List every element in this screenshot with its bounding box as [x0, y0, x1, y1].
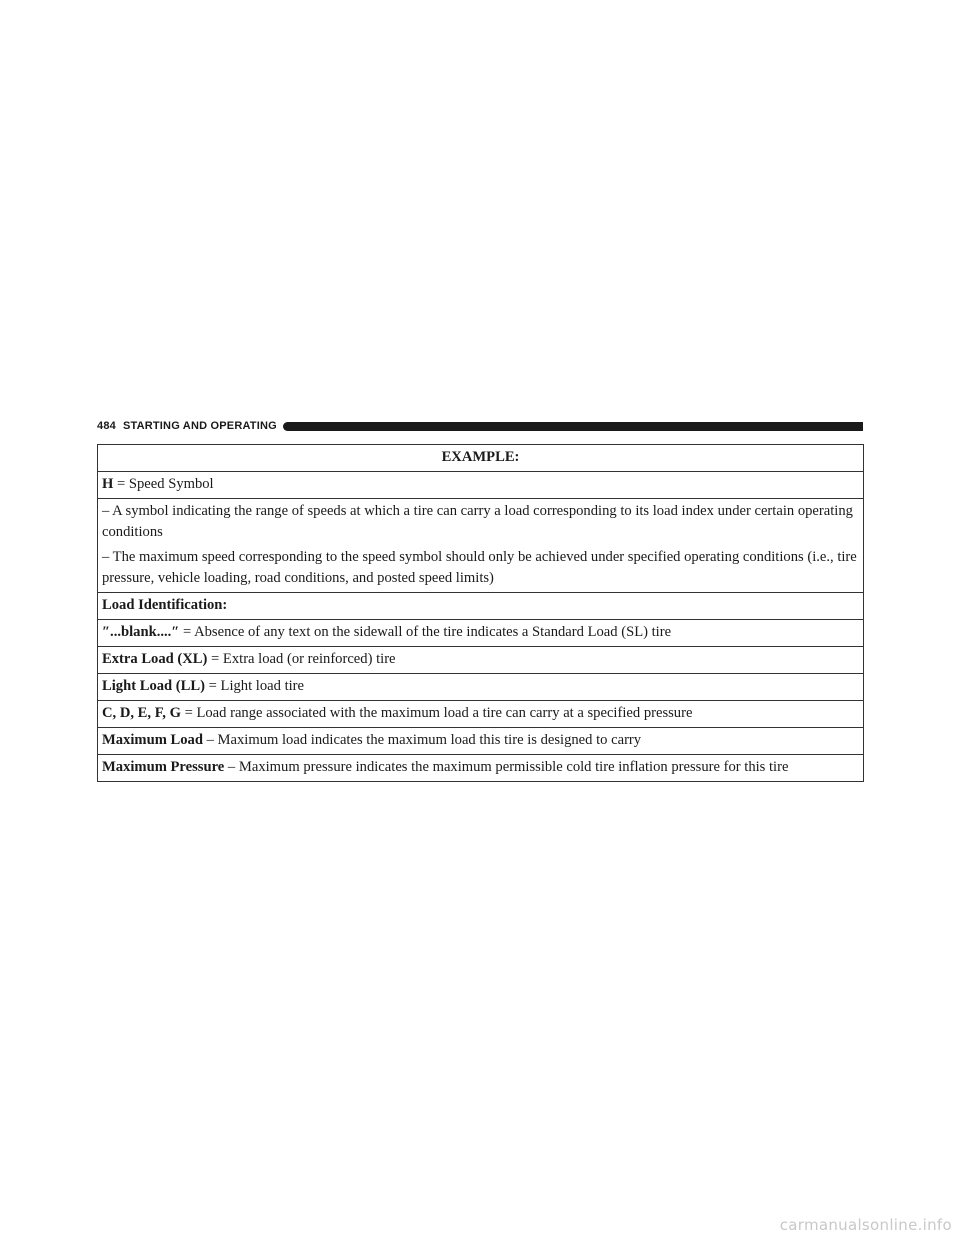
tire-spec-table — [97, 444, 864, 782]
load-definition: = Extra load (or reinforced) tire — [207, 651, 396, 667]
load-term: Extra Load (XL) — [102, 651, 208, 667]
table-row-load-identification — [98, 593, 864, 620]
speed-note: – The maximum speed corresponding to the speed symbol should only be achieved under specified operating conditions (i.e., tire pressure, vehicle loading, road conditions, and posted speed limits) — [102, 549, 857, 586]
maximum-load-definition: – Maximum load indicates the maximum load this tire is designed to carry — [202, 732, 642, 748]
load-term: ″...blank....″ — [102, 624, 180, 640]
table-row-speed-notes — [98, 499, 864, 593]
maximum-load-term: Maximum Load — [102, 732, 203, 748]
speed-note: – A symbol indicating the range of speeds at which a tire can carry a load corresponding to its load index under certain operating conditions — [102, 503, 853, 540]
table-row-speed-symbol — [98, 472, 864, 499]
header-rule — [283, 422, 863, 431]
page-number: 484 — [97, 420, 116, 432]
load-term: Light Load (LL) — [102, 678, 205, 694]
load-identification-heading: Load Identification: — [102, 597, 228, 613]
table-row — [98, 445, 864, 472]
maximum-pressure-term: Maximum Pressure — [102, 759, 225, 775]
table-title: EXAMPLE: — [98, 445, 864, 472]
page-header — [97, 419, 863, 433]
maximum-pressure-definition: – Maximum pressure indicates the maximum permissible cold tire inflation pressure for this tire — [224, 759, 789, 775]
watermark: carmanualsonline.info — [779, 1216, 952, 1234]
load-definition: = Light load tire — [205, 678, 305, 694]
speed-symbol-term: H — [102, 476, 114, 492]
table-row — [98, 620, 864, 647]
load-definition: = Load range associated with the maximum load a tire can carry at a specified pressure — [180, 705, 693, 721]
load-term: C, D, E, F, G — [102, 705, 181, 721]
table-row — [98, 674, 864, 701]
table-row-maximum-pressure — [98, 755, 864, 782]
section-title: STARTING AND OPERATING — [122, 420, 277, 432]
speed-symbol-definition: = Speed Symbol — [113, 476, 214, 492]
table-row — [98, 647, 864, 674]
table-row-maximum-load — [98, 728, 864, 755]
table-row — [98, 701, 864, 728]
load-definition: = Absence of any text on the sidewall of the tire indicates a Standard Load (SL) tire — [179, 624, 672, 640]
